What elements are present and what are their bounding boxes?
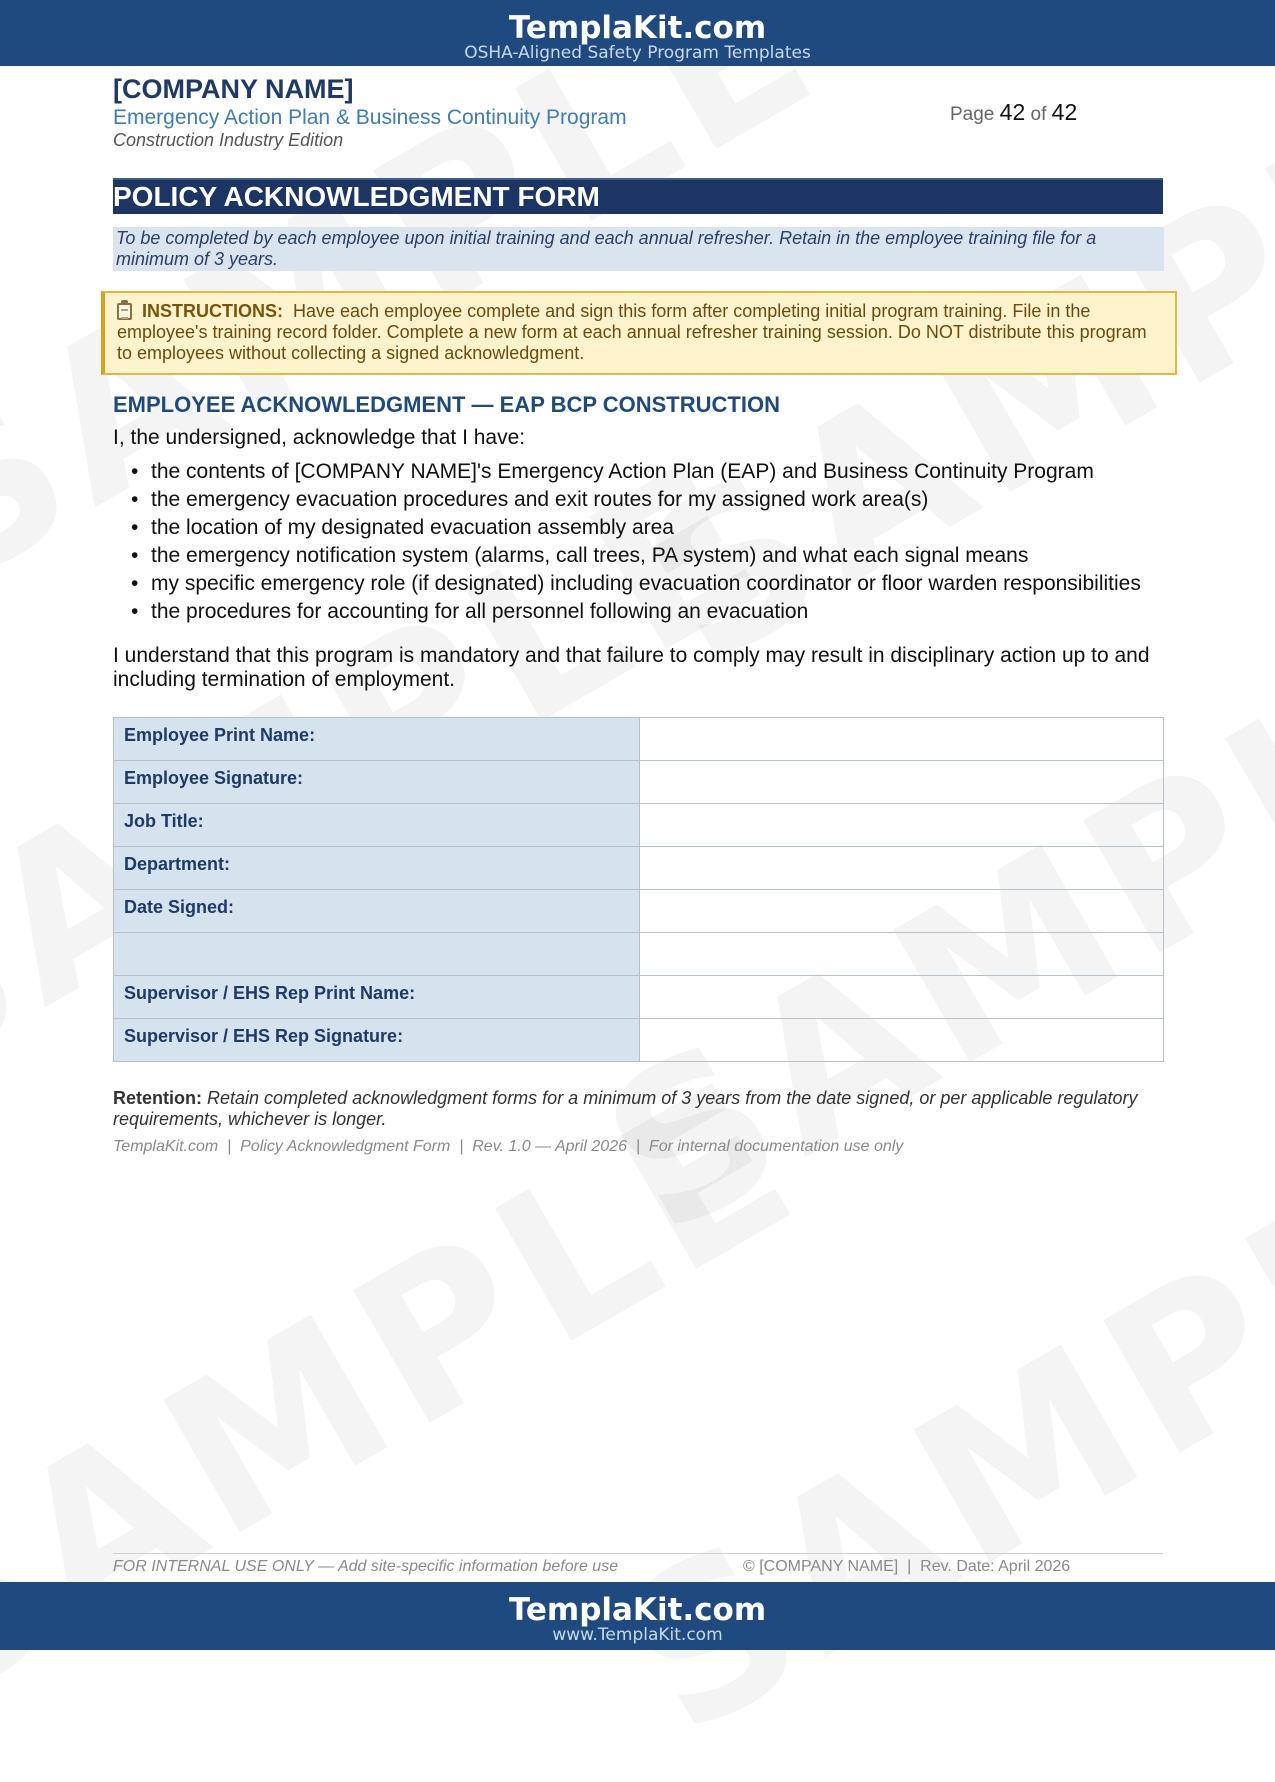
list-item-text: the emergency notification system (alarms, call trees, PA system) and what each signal means bbox=[151, 544, 1029, 567]
document-header bbox=[113, 66, 1163, 176]
footer-internal-use: FOR INTERNAL USE ONLY — Add site-specific information before use bbox=[113, 1558, 619, 1575]
acknowledgment-lead: I, the undersigned, acknowledge that I have: bbox=[113, 426, 526, 449]
acknowledgment-list bbox=[113, 458, 1141, 626]
instructions-label: INSTRUCTIONS: bbox=[142, 301, 283, 321]
field-label: Date Signed: bbox=[114, 890, 640, 933]
list-item bbox=[113, 570, 1141, 598]
page-footer bbox=[113, 1553, 1163, 1575]
field-label: Employee Print Name: bbox=[114, 718, 640, 761]
table-row bbox=[114, 804, 1164, 847]
retention-label: Retention: bbox=[113, 1088, 202, 1108]
field-label: Department: bbox=[114, 847, 640, 890]
department-field[interactable] bbox=[640, 847, 1164, 890]
bullet: • bbox=[131, 488, 139, 511]
bullet: • bbox=[131, 516, 139, 539]
list-item-text: my specific emergency role (if designated) including evacuation coordinator or floor warden responsibilities bbox=[151, 572, 1141, 595]
sample-watermark bbox=[587, 1063, 1275, 1782]
table-row bbox=[114, 718, 1164, 761]
page-total: 42 bbox=[1051, 99, 1078, 125]
bullet: • bbox=[131, 460, 139, 483]
table-row bbox=[114, 761, 1164, 804]
page-label: Page bbox=[950, 104, 995, 125]
brand-tagline: OSHA-Aligned Safety Program Templates bbox=[464, 43, 811, 63]
bullet: • bbox=[131, 600, 139, 623]
brand-logo-text: TemplaKit.com bbox=[508, 1592, 767, 1628]
list-item-text: the location of my designated evacuation assembly area bbox=[151, 516, 674, 539]
date-signed-field[interactable] bbox=[640, 890, 1164, 933]
table-row bbox=[114, 890, 1164, 933]
table-row bbox=[114, 976, 1164, 1019]
retention-note bbox=[113, 1088, 1158, 1130]
instructions-text: Have each employee complete and sign this form after completing initial program training. File in the employee's training record folder. Complete a new form at each annual refresher training session. Do NOT distribute this program to employees without collecting a signed acknowledgment. bbox=[117, 301, 1147, 363]
form-intro-note: To be completed by each employee upon initial training and each annual refresher. Retain in the employee training file for a minimum of 3 years. bbox=[113, 227, 1164, 271]
list-item bbox=[113, 598, 1141, 626]
list-item-text: the contents of [COMPANY NAME]'s Emergency Action Plan (EAP) and Business Continuity Program bbox=[151, 460, 1094, 483]
program-title: Emergency Action Plan & Business Continuity Program bbox=[113, 106, 627, 129]
supervisor-signature-field[interactable] bbox=[640, 1019, 1164, 1062]
field-label: Supervisor / EHS Rep Print Name: bbox=[114, 976, 640, 1019]
company-name: [COMPANY NAME] bbox=[113, 74, 354, 104]
list-item-text: the emergency evacuation procedures and exit routes for my assigned work area(s) bbox=[151, 488, 929, 511]
document-footer-line: TemplaKit.com | Policy Acknowledgment Form | Rev. 1.0 — April 2026 | For internal documentation use only bbox=[113, 1138, 904, 1155]
top-banner bbox=[0, 0, 1275, 66]
page-current: 42 bbox=[999, 99, 1026, 125]
edition-label: Construction Industry Edition bbox=[113, 130, 344, 150]
list-item bbox=[113, 514, 1141, 542]
page-of-label: of bbox=[1030, 104, 1047, 125]
field-label: Supervisor / EHS Rep Signature: bbox=[114, 1019, 640, 1062]
list-item-text: the procedures for accounting for all personnel following an evacuation bbox=[151, 600, 809, 623]
signature-table bbox=[113, 717, 1164, 1062]
field-label: Job Title: bbox=[114, 804, 640, 847]
list-item bbox=[113, 458, 1141, 486]
clipboard-icon bbox=[117, 303, 132, 320]
page-content bbox=[113, 66, 1163, 1155]
understanding-statement: I understand that this program is mandatory and that failure to comply may result in disciplinary action up to and including termination of employment. bbox=[113, 644, 1150, 691]
brand-logo-text: TemplaKit.com bbox=[508, 10, 767, 46]
table-row bbox=[114, 1019, 1164, 1062]
job-title-field[interactable] bbox=[640, 804, 1164, 847]
list-item bbox=[113, 542, 1141, 570]
brand-url: www.TemplaKit.com bbox=[552, 1625, 723, 1645]
employee-print-name-field[interactable] bbox=[640, 718, 1164, 761]
list-item bbox=[113, 486, 1141, 514]
page-number bbox=[950, 99, 1077, 126]
bullet: • bbox=[131, 544, 139, 567]
field-label bbox=[114, 933, 640, 976]
instructions-callout bbox=[101, 291, 1177, 375]
supervisor-print-name-field[interactable] bbox=[640, 976, 1164, 1019]
table-row bbox=[114, 933, 1164, 976]
form-title: POLICY ACKNOWLEDGMENT FORM bbox=[113, 178, 1163, 214]
acknowledgment-heading: EMPLOYEE ACKNOWLEDGMENT — EAP BCP CONSTRUCTION bbox=[113, 392, 780, 417]
bottom-banner bbox=[0, 1582, 1275, 1650]
blank-field[interactable] bbox=[640, 933, 1164, 976]
table-row bbox=[114, 847, 1164, 890]
bullet: • bbox=[131, 572, 139, 595]
field-label: Employee Signature: bbox=[114, 761, 640, 804]
footer-copyright: © [COMPANY NAME] | Rev. Date: April 2026 bbox=[743, 1558, 1071, 1575]
retention-text: Retain completed acknowledgment forms for a minimum of 3 years from the date signed, or per applicable regulatory requirements, whichever is longer. bbox=[113, 1088, 1138, 1129]
employee-signature-field[interactable] bbox=[640, 761, 1164, 804]
